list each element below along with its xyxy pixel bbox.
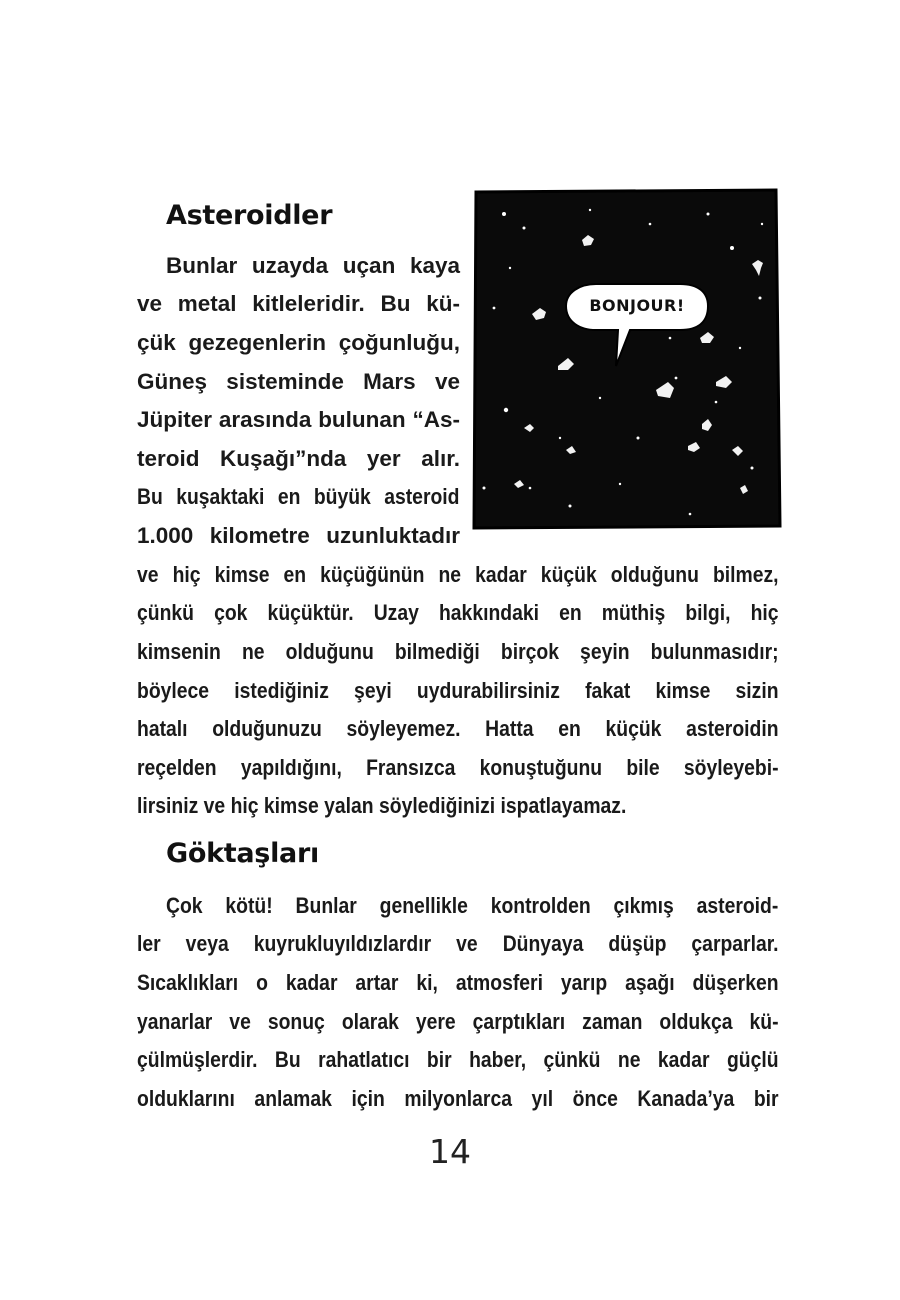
asteroid-field-drawing [470,188,782,530]
text-line: Bu kuşaktaki en büyük asteroid [137,484,460,509]
text-line: ve metal kitleleridir. Bu kü- [137,291,460,316]
page-number: 14 [429,1132,471,1171]
space-illustration [470,188,782,530]
section-heading-goktaslari: Göktaşları [166,838,319,869]
text-line: olduklarını anlamak için milyonlarca yıl önce Kanada’ya bir [137,1086,779,1111]
text-line: çük gezegenlerin çoğunluğu, [137,330,460,355]
text-line: teroid Kuşağı”nda yer alır. [137,446,460,471]
text-line: çülmüşlerdir. Bu rahatlatıcı bir haber, çünkü ne kadar güçlü [137,1047,779,1072]
text-line: Jüpiter arasında bulunan “As- [137,407,460,432]
text-line: 1.000 kilometre uzunluktadır [137,523,460,548]
section-heading-asteroidler: Asteroidler [166,200,333,231]
text-line: Güneş sisteminde Mars ve [137,369,460,394]
text-line: lirsiniz ve hiç kimse yalan söylediğinizi ispatlayamaz. [137,793,627,818]
text-line: Çok kötü! Bunlar genellikle kontrolden çıkmış asteroid- [166,893,779,918]
text-line: hatalı olduğunuzu söyleyemez. Hatta en küçük asteroidin [137,716,779,741]
text-line: böylece istediğiniz şeyi uydurabilirsiniz fakat kimse sizin [137,678,779,703]
text-line: çünkü çok küçüktür. Uzay hakkındaki en müthiş bilgi, hiç [137,600,779,625]
text-line: kimsenin ne olduğunu bilmediği birçok şeyin bulunmasıdır; [137,639,779,664]
text-line: Bunlar uzayda uçan kaya [166,253,460,278]
text-line: yanarlar ve sonuç olarak yere çarptıkları zaman oldukça kü- [137,1009,779,1034]
speech-bubble-text: BONJOUR! [589,296,685,315]
text-line: reçelden yapıldığını, Fransızca konuştuğunu bile söyleyebi- [137,755,779,780]
text-line: ve hiç kimse en küçüğünün ne kadar küçük olduğunu bilmez, [137,562,779,587]
text-line: ler veya kuyrukluyıldızlardır ve Dünyaya düşüp çarparlar. [137,931,779,956]
text-line: Sıcaklıkları o kadar artar ki, atmosferi yarıp aşağı düşerken [137,970,779,995]
